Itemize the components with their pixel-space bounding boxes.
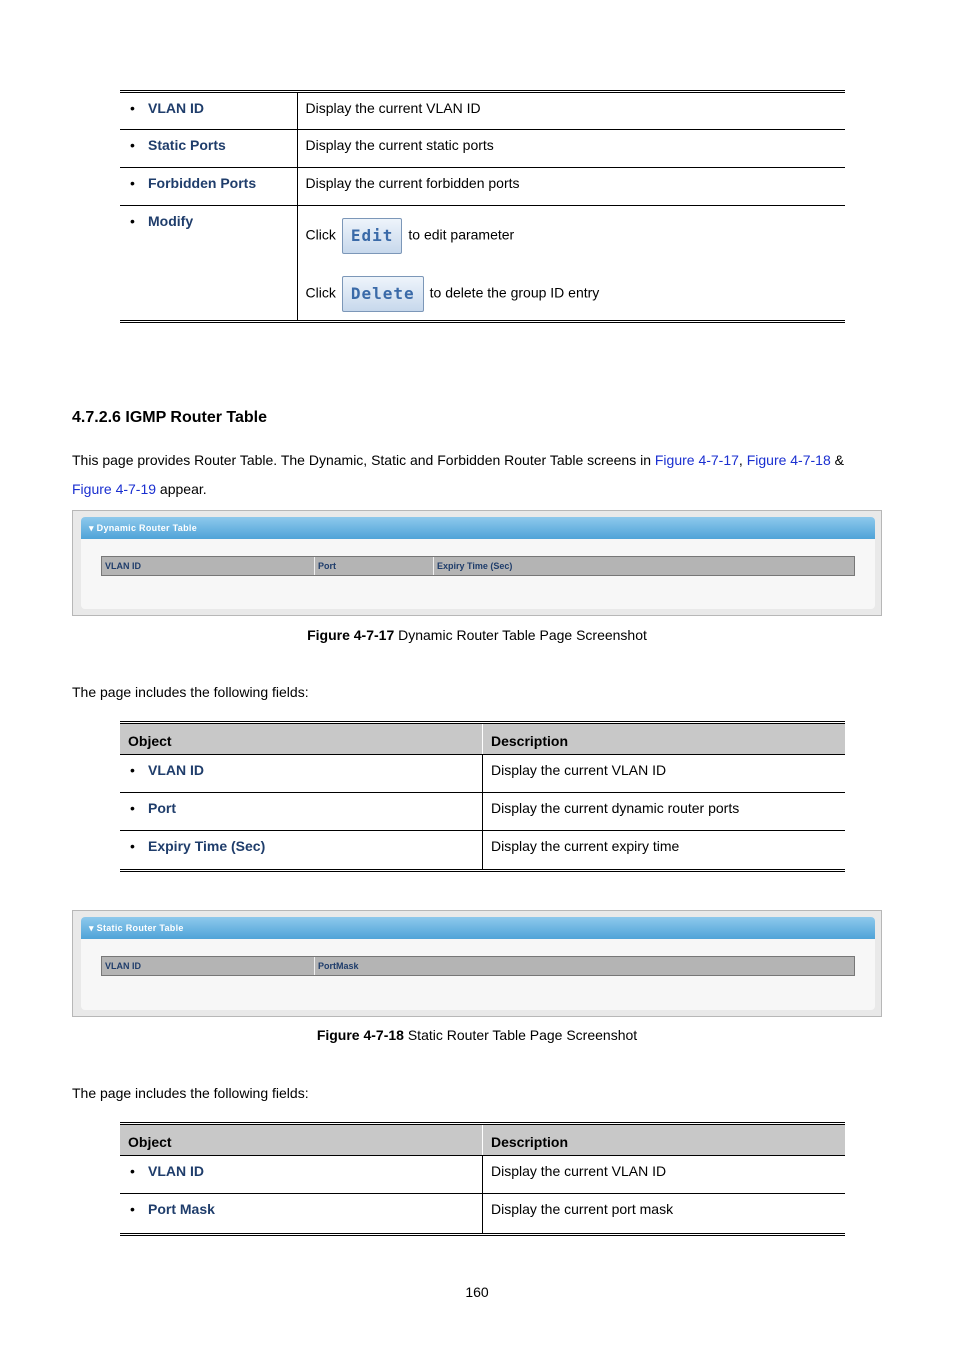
table-row xyxy=(120,793,845,831)
triangle-icon: ▾ xyxy=(89,923,94,933)
panel-title-bar: ▾ Dynamic Router Table xyxy=(81,517,875,539)
vlan-group-fields-table xyxy=(120,90,845,323)
table-header xyxy=(101,956,855,976)
table-row-modify xyxy=(120,206,845,322)
object-name: Static Ports xyxy=(148,137,226,153)
dynamic-router-table-screenshot xyxy=(72,510,882,616)
table-row xyxy=(120,1194,845,1235)
object-name: Expiry Time (Sec) xyxy=(148,838,266,854)
column-header: Description xyxy=(483,1124,846,1156)
bullet: • xyxy=(130,800,135,816)
fields-intro: The page includes the following fields: xyxy=(72,684,309,700)
object-name: VLAN ID xyxy=(148,762,204,778)
bullet: • xyxy=(130,100,135,116)
object-description: Display the current static ports xyxy=(297,130,845,168)
edit-instruction: Click Edit to edit parameter xyxy=(306,218,838,248)
bullet: • xyxy=(130,213,135,229)
section-heading: 4.7.2.6 IGMP Router Table xyxy=(72,409,268,426)
panel xyxy=(81,517,875,609)
table-row xyxy=(120,130,845,168)
object-description: Display the current port mask xyxy=(483,1194,846,1235)
bullet: • xyxy=(130,1201,135,1217)
bullet: • xyxy=(130,1163,135,1179)
object-name: Port Mask xyxy=(148,1201,215,1217)
bullet: • xyxy=(130,175,135,191)
static-router-table-screenshot xyxy=(72,910,882,1017)
column-header: PortMask xyxy=(318,961,359,971)
static-router-fields-table xyxy=(120,1122,845,1236)
delete-instruction: Click Delete to delete the group ID entry xyxy=(306,276,838,306)
page-number: 160 xyxy=(465,1284,489,1300)
object-name: VLAN ID xyxy=(148,100,204,116)
object-description: Display the current VLAN ID xyxy=(483,755,846,793)
table-row xyxy=(120,168,845,206)
bullet: • xyxy=(130,137,135,153)
figure-caption: Figure 4-7-18 Static Router Table Page Screenshot xyxy=(316,1027,638,1043)
triangle-icon: ▾ xyxy=(89,523,94,533)
column-header: VLAN ID xyxy=(102,957,315,975)
object-name: VLAN ID xyxy=(148,1163,204,1179)
object-name: Port xyxy=(148,800,176,816)
table-row xyxy=(120,755,845,793)
column-header: Object xyxy=(120,723,483,755)
delete-button[interactable]: Delete xyxy=(342,276,424,312)
table-header-row xyxy=(120,723,845,755)
figure-caption: Figure 4-7-17 Dynamic Router Table Page Screenshot xyxy=(307,627,647,643)
table-row xyxy=(120,92,845,130)
intro-paragraph: This page provides Router Table. The Dynamic, Static and Forbidden Router Table screens in Figure 4-7-17, Figure 4-7-18 & Figure 4-7-19 appear. xyxy=(72,452,844,497)
panel-title-bar: ▾ Static Router Table xyxy=(81,917,875,939)
panel xyxy=(81,917,875,1010)
object-description: Display the current dynamic router ports xyxy=(483,793,846,831)
edit-button[interactable]: Edit xyxy=(342,218,403,254)
figure-link[interactable]: Figure 4-7-19 xyxy=(72,481,157,497)
object-description: Display the current forbidden ports xyxy=(297,168,845,206)
object-description: Display the current expiry time xyxy=(483,831,846,871)
column-header: Expiry Time (Sec) xyxy=(437,561,513,571)
dynamic-router-fields-table xyxy=(120,721,845,872)
object-description: Display the current VLAN ID xyxy=(483,1156,846,1194)
object-name: Forbidden Ports xyxy=(148,175,257,191)
object-description: Display the current VLAN ID xyxy=(305,100,481,116)
figure-link[interactable]: Figure 4-7-17 xyxy=(654,452,739,468)
table-row xyxy=(120,1156,845,1194)
column-header: Object xyxy=(120,1124,483,1156)
figure-link[interactable]: Figure 4-7-18 xyxy=(746,452,831,468)
column-header: VLAN ID xyxy=(102,557,315,575)
object-name: Modify xyxy=(148,213,194,229)
fields-intro: The page includes the following fields: xyxy=(72,1085,309,1101)
bullet: • xyxy=(130,762,135,778)
column-header: Port xyxy=(315,557,434,575)
table-header-row xyxy=(120,1124,845,1156)
table-row xyxy=(120,831,845,871)
column-header: Description xyxy=(483,723,846,755)
table-header xyxy=(101,556,855,576)
bullet: • xyxy=(130,838,135,854)
